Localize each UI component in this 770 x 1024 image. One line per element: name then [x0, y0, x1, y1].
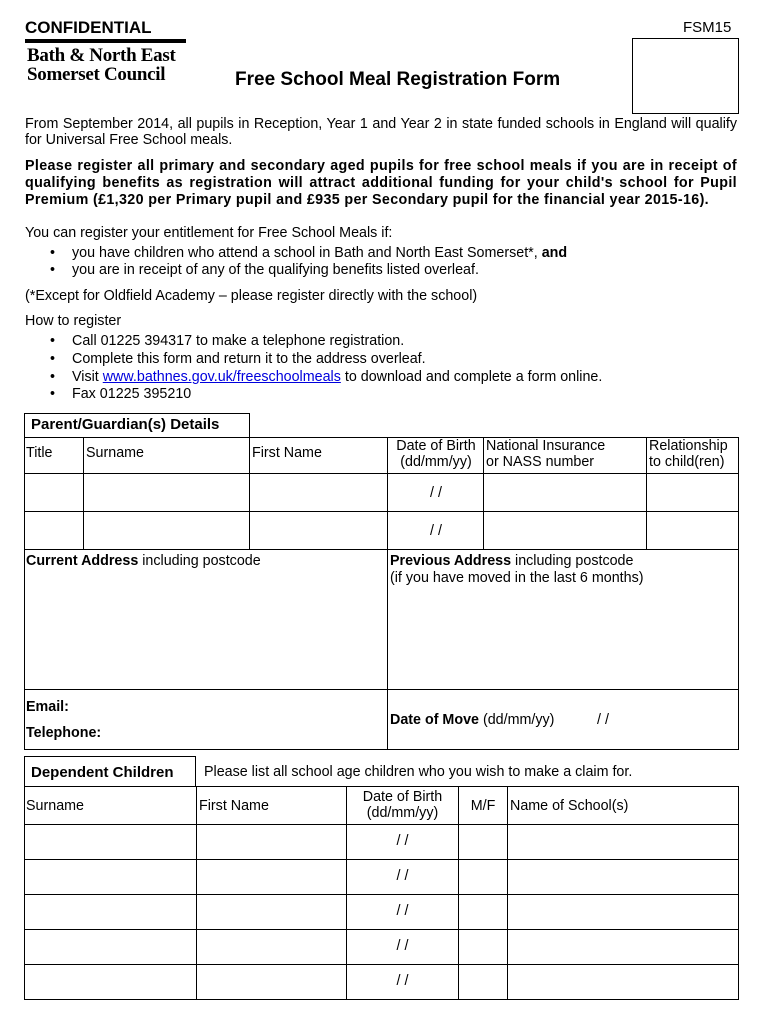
child-col-mf: M/F — [470, 798, 496, 814]
council-logo-line1: Bath & North East — [27, 45, 176, 66]
entitlement-bullet-2: • you are in receipt of any of the qualifying benefits listed overleaf. — [72, 262, 479, 279]
previous-address-rest: including postcode — [511, 553, 634, 569]
child-5-dob-input[interactable]: / / — [396, 973, 409, 989]
how-visit-pre: Visit — [72, 369, 103, 385]
how-bullet-visit — [72, 369, 602, 386]
parent-2-dob-input[interactable]: / / — [430, 523, 442, 539]
col-surname: Surname — [86, 445, 145, 461]
how-bullet-call: • Call 01225 394317 to make a telephone registration. — [72, 333, 404, 350]
form-title: Free School Meal Registration Form — [235, 69, 561, 90]
date-of-move-input[interactable]: / / — [597, 712, 609, 728]
col-dob-line1: Date of Birth — [396, 438, 476, 454]
current-address-bold: Current Address — [26, 553, 139, 569]
except-note: (*Except for Oldfield Academy – please register directly with the school) — [25, 288, 478, 304]
office-use-box — [632, 38, 739, 114]
confidential-rule — [25, 39, 186, 43]
col-relationship — [649, 438, 728, 470]
current-address-label — [26, 553, 261, 569]
register-notice: Please register all primary and secondary aged pupils for free school meals if you are in receipt of qualifying benefits as registration will attract additional funding for your child's school for Pupil Premium (£1,320 per Primary pupil and £935 per Secondary pupil for the financial year 2015-16). — [25, 158, 737, 208]
child-col-dob — [347, 789, 458, 821]
child-col-dob-line1: Date of Birth — [362, 789, 443, 805]
how-to-register-heading: How to register — [25, 313, 122, 329]
col-first-name: First Name — [252, 445, 322, 461]
entitlement-text: You can register your entitlement for Free School Meals if: — [25, 225, 393, 241]
col-title: Title — [26, 445, 53, 461]
col-dob — [388, 438, 484, 470]
council-logo — [27, 46, 176, 84]
child-2-dob-input[interactable]: / / — [396, 868, 409, 884]
entitlement-bullet-1-bold: and — [541, 245, 568, 261]
col-ni-line1: National Insurance — [486, 438, 606, 454]
child-col-surname: Surname — [26, 798, 85, 814]
form-code: FSM15 — [683, 19, 732, 36]
col-rel-line1: Relationship — [649, 438, 728, 454]
child-1-dob-input[interactable]: / / — [396, 833, 409, 849]
intro-paragraph: From September 2014, all pupils in Reception, Year 1 and Year 2 in state funded schools in England will qualify for Universal Free School meals. — [25, 116, 737, 148]
telephone-label: Telephone: — [26, 725, 102, 741]
how-bullet-complete: • Complete this form and return it to the address overleaf. — [72, 351, 426, 368]
entitlement-bullet-1 — [72, 245, 567, 262]
child-3-dob-input[interactable]: / / — [396, 903, 409, 919]
previous-address-note: (if you have moved in the last 6 months) — [390, 570, 644, 586]
how-bullet-fax: • Fax 01225 395210 — [72, 386, 191, 403]
col-ni-number — [486, 438, 605, 470]
council-logo-line2: Somerset Council — [27, 64, 166, 85]
current-address-rest: including postcode — [138, 553, 261, 569]
previous-address-label — [390, 553, 633, 569]
previous-address-bold: Previous Address — [390, 553, 512, 569]
date-of-move-bold: Date of Move — [390, 712, 479, 728]
parent-details-table — [24, 437, 739, 750]
freeschoolmeals-link[interactable]: www.bathnes.gov.uk/freeschoolmeals — [102, 369, 341, 385]
col-dob-line2: (dd/mm/yy) — [400, 454, 472, 470]
child-col-dob-line2: (dd/mm/yy) — [366, 805, 439, 821]
email-label: Email: — [26, 699, 69, 715]
col-rel-line2: to child(ren) — [649, 454, 725, 470]
child-4-dob-input[interactable]: / / — [396, 938, 409, 954]
col-ni-line2: or NASS number — [486, 454, 595, 470]
date-of-move-label — [390, 712, 554, 728]
entitlement-bullet-1-text: you have children who attend a school in Bath and North East Somerset*, — [72, 245, 542, 261]
date-of-move-rest: (dd/mm/yy) — [478, 712, 555, 728]
child-col-first-name: First Name — [199, 798, 269, 814]
confidential-label: CONFIDENTIAL — [25, 18, 152, 37]
children-section-label: Dependent Children — [24, 756, 196, 787]
parent-1-dob-input[interactable]: / / — [430, 485, 442, 501]
child-col-school: Name of School(s) — [510, 798, 629, 814]
parent-section-label: Parent/Guardian(s) Details — [24, 413, 250, 438]
children-instruction: Please list all school age children who you wish to make a claim for. — [204, 764, 633, 780]
how-visit-post: to download and complete a form online. — [340, 369, 603, 385]
